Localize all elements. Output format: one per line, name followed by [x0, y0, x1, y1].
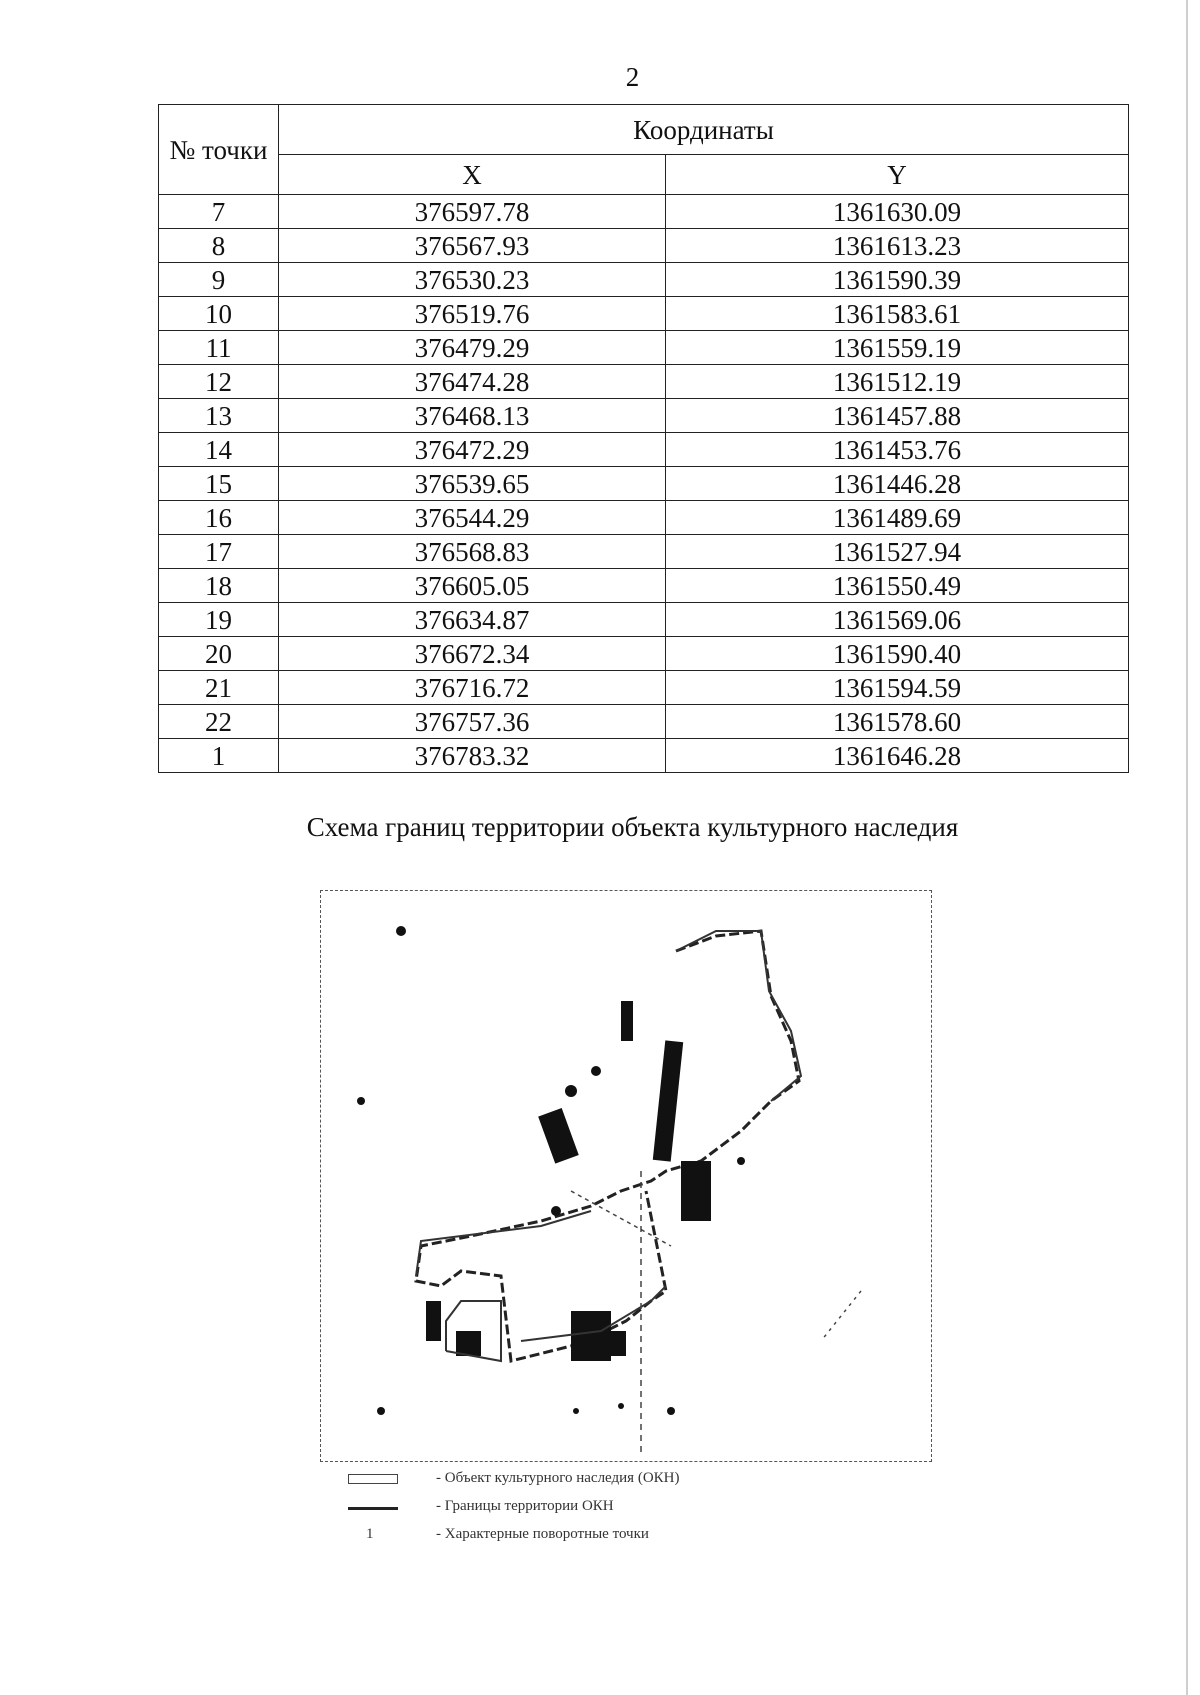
cell-point-number: 19: [159, 603, 279, 637]
cell-point-number: 21: [159, 671, 279, 705]
legend-text-points: - Характерные поворотные точки: [436, 1526, 649, 1542]
cell-x: 376472.29: [279, 433, 666, 467]
header-point-number: № точки: [159, 105, 279, 195]
cell-x: 376544.29: [279, 501, 666, 535]
cell-x: 376530.23: [279, 263, 666, 297]
cell-x: 376568.83: [279, 535, 666, 569]
table-row: [159, 535, 1129, 569]
cell-x: 376539.65: [279, 467, 666, 501]
table-row: [159, 433, 1129, 467]
cell-point-number: 9: [159, 263, 279, 297]
cell-point-number: 7: [159, 195, 279, 229]
cell-point-number: 20: [159, 637, 279, 671]
cell-x: 376783.32: [279, 739, 666, 773]
table-row: [159, 739, 1129, 773]
building-footprints: [426, 1001, 711, 1361]
map-legend: [348, 1466, 848, 1550]
header-y: Y: [666, 155, 1129, 195]
cell-y: 1361594.59: [666, 671, 1129, 705]
table-row: [159, 705, 1129, 739]
cell-x: 376519.76: [279, 297, 666, 331]
cell-point-number: 14: [159, 433, 279, 467]
cell-x: 376605.05: [279, 569, 666, 603]
cell-y: 1361457.88: [666, 399, 1129, 433]
cell-y: 1361583.61: [666, 297, 1129, 331]
table-row: [159, 229, 1129, 263]
cell-y: 1361559.19: [666, 331, 1129, 365]
legend-item-border: [348, 1494, 848, 1522]
table-row: [159, 569, 1129, 603]
cell-y: 1361453.76: [666, 433, 1129, 467]
cell-point-number: 18: [159, 569, 279, 603]
cell-x: 376757.36: [279, 705, 666, 739]
map-drawing: [321, 891, 931, 1461]
cell-y: 1361489.69: [666, 501, 1129, 535]
cell-point-number: 12: [159, 365, 279, 399]
table-row: [159, 331, 1129, 365]
cell-point-number: 11: [159, 331, 279, 365]
road-lines: [571, 1171, 861, 1456]
table-row: [159, 263, 1129, 297]
table-row: [159, 467, 1129, 501]
cell-y: 1361630.09: [666, 195, 1129, 229]
cell-point-number: 8: [159, 229, 279, 263]
legend-item-points: [348, 1522, 848, 1550]
territory-boundary-line: [416, 931, 799, 1361]
table-row: [159, 399, 1129, 433]
cell-x: 376474.28: [279, 365, 666, 399]
cell-x: 376597.78: [279, 195, 666, 229]
okn-outlines: [416, 931, 801, 1361]
cell-point-number: 17: [159, 535, 279, 569]
cell-y: 1361527.94: [666, 535, 1129, 569]
table-row: [159, 501, 1129, 535]
boundary-scheme-map: [320, 890, 932, 1462]
cell-x: 376634.87: [279, 603, 666, 637]
cell-point-number: 16: [159, 501, 279, 535]
table-row: [159, 637, 1129, 671]
cell-y: 1361446.28: [666, 467, 1129, 501]
cell-point-number: 13: [159, 399, 279, 433]
cell-y: 1361646.28: [666, 739, 1129, 773]
table-row: [159, 603, 1129, 637]
cell-y: 1361569.06: [666, 603, 1129, 637]
page-edge-line: [1186, 0, 1188, 1695]
cell-y: 1361590.40: [666, 637, 1129, 671]
cell-y: 1361613.23: [666, 229, 1129, 263]
header-x: X: [279, 155, 666, 195]
cell-y: 1361590.39: [666, 263, 1129, 297]
cell-point-number: 10: [159, 297, 279, 331]
cell-x: 376716.72: [279, 671, 666, 705]
cell-x: 376479.29: [279, 331, 666, 365]
point-number-icon: 1: [366, 1526, 374, 1542]
cell-point-number: 1: [159, 739, 279, 773]
header-coordinates: Координаты: [279, 105, 1129, 155]
cell-x: 376672.34: [279, 637, 666, 671]
cell-y: 1361550.49: [666, 569, 1129, 603]
table-row: [159, 671, 1129, 705]
table-row: [159, 297, 1129, 331]
okn-rectangle-icon: [348, 1474, 398, 1484]
coordinates-body: [159, 195, 1129, 773]
cell-x: 376567.93: [279, 229, 666, 263]
cell-point-number: 15: [159, 467, 279, 501]
page-number: 2: [625, 62, 640, 92]
border-line-icon: [348, 1507, 398, 1510]
legend-item-okn: [348, 1466, 848, 1494]
cell-y: 1361578.60: [666, 705, 1129, 739]
cell-x: 376468.13: [279, 399, 666, 433]
table-row: [159, 195, 1129, 229]
cell-y: 1361512.19: [666, 365, 1129, 399]
legend-text-border: - Границы территории ОКН: [436, 1498, 614, 1514]
coordinates-table: [158, 104, 1129, 773]
legend-text-okn: - Объект культурного наследия (ОКН): [436, 1470, 680, 1486]
table-row: [159, 365, 1129, 399]
scheme-title: Схема границ территории объекта культурного наследия: [306, 812, 959, 842]
cell-point-number: 22: [159, 705, 279, 739]
